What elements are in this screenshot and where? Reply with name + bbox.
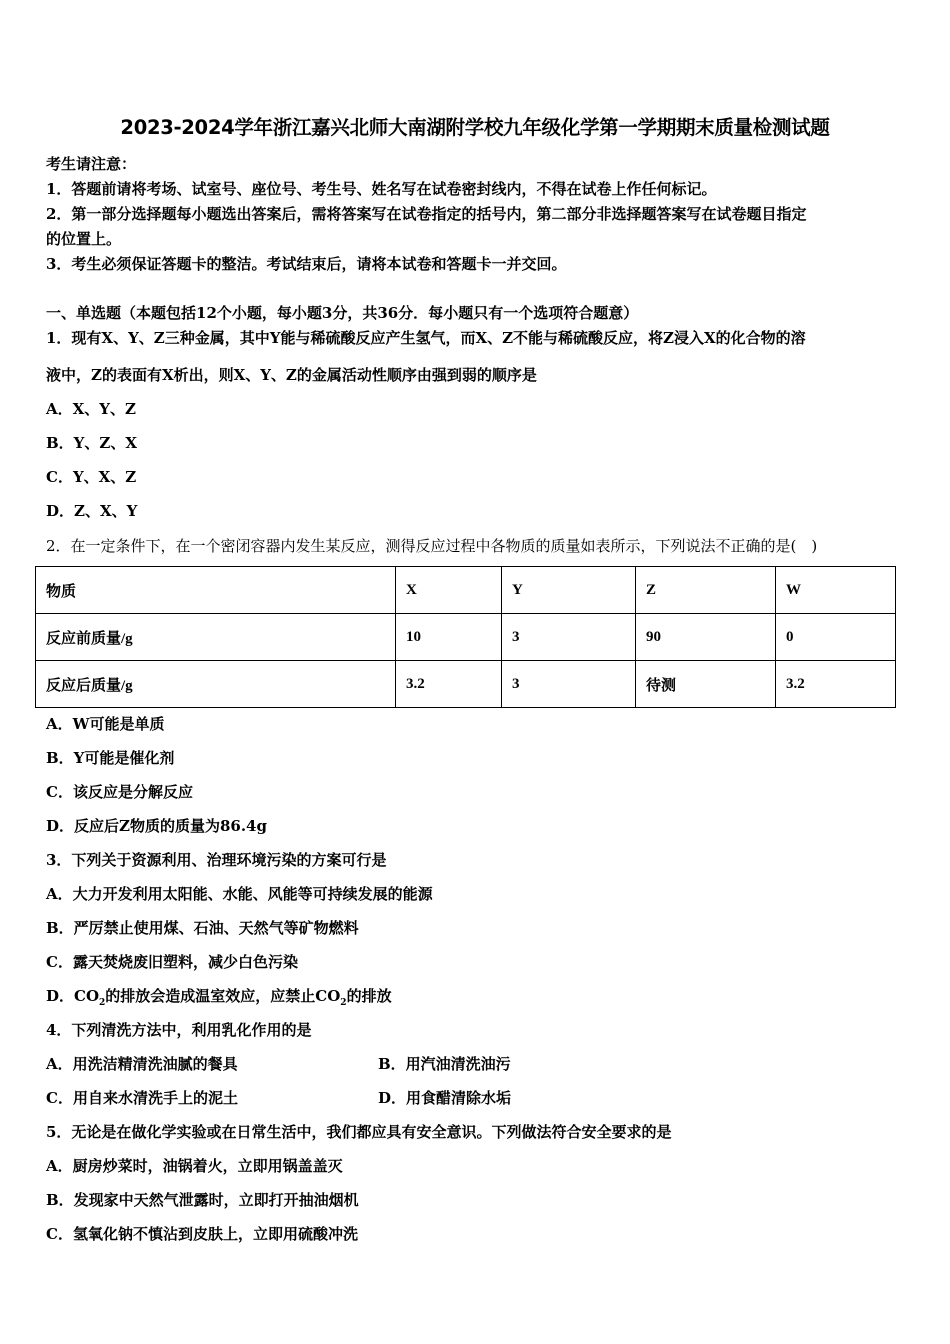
question-4-stem: 4．下列清洗方法中，利用乳化作用的是 (46, 1021, 312, 1039)
question-5-option-a: A．厨房炒菜时，油锅着火，立即用锅盖盖灭 (46, 1157, 343, 1175)
question-5-option-c: C．氢氧化钠不慎沾到皮肤上，立即用硫酸冲洗 (46, 1225, 358, 1243)
question-1-stem-cont: 液中，Z的表面有X析出，则X、Y、Z的金属活动性顺序由强到弱的顺序是 (46, 366, 537, 384)
table-cell: 90 (636, 614, 776, 661)
table-row (36, 614, 896, 661)
question-2-stem: 2．在一定条件下，在一个密闭容器内发生某反应，测得反应过程中各物质的质量如表所示，下列说法不正确的是( ) (46, 537, 818, 555)
section-heading: 一、单选题（本题包括12个小题，每小题3分，共36分．每小题只有一个选项符合题意） (46, 304, 639, 322)
question-1-option-c: C．Y、X、Z (46, 468, 137, 486)
table-cell: 反应后质量/g (36, 661, 396, 708)
table-header-cell: Y (502, 567, 636, 614)
question-1-option-d: D．Z、X、Y (46, 502, 138, 520)
mass-table (35, 566, 896, 708)
question-2-option-a: A．W可能是单质 (46, 715, 165, 733)
table-cell: 3 (502, 661, 636, 708)
table-header-cell: W (776, 567, 896, 614)
question-4-option-c: C．用自来水清洗手上的泥土 (46, 1089, 238, 1107)
table-row (36, 661, 896, 708)
page-title: 2023-2024学年浙江嘉兴北师大南湖附学校九年级化学第一学期期末质量检测试题 (120, 116, 830, 139)
question-1-option-a: A．X、Y、Z (46, 400, 136, 418)
question-4-option-b: B．用汽油清洗油污 (378, 1055, 511, 1073)
table-header-cell: Z (636, 567, 776, 614)
table-cell: 3.2 (776, 661, 896, 708)
question-4-option-d: D．用食醋清除水垢 (378, 1089, 512, 1107)
table-cell: 3.2 (396, 661, 502, 708)
notice-item: 2．第一部分选择题每小题选出答案后，需将答案写在试卷指定的括号内，第二部分非选择题答案写在试卷题目指定 (46, 205, 807, 223)
question-3-stem: 3．下列关于资源利用、治理环境污染的方案可行是 (46, 851, 387, 869)
table-cell: 待测 (636, 661, 776, 708)
notice-item: 3．考生必须保证答题卡的整洁。考试结束后，请将本试卷和答题卡一并交回。 (46, 255, 567, 273)
question-3-option-c: C．露天焚烧废旧塑料，减少白色污染 (46, 953, 298, 971)
question-5-option-b: B．发现家中天然气泄露时，立即打开抽油烟机 (46, 1191, 359, 1209)
table-row (36, 567, 896, 614)
question-3-option-d: D．$CO_2$的排放会造成温室效应，应禁止$CO_2$的排放 (46, 987, 392, 1008)
question-1-stem: 1．现有X、Y、Z三种金属，其中Y能与稀硫酸反应产生氢气，而X、Z不能与稀硫酸反应，将Z浸入X的化合物的溶 (46, 329, 806, 347)
table-cell: 10 (396, 614, 502, 661)
table-cell: 3 (502, 614, 636, 661)
question-2-option-b: B．Y可能是催化剂 (46, 749, 175, 767)
table-cell: 反应前质量/g (36, 614, 396, 661)
notice-heading: 考生请注意： (46, 155, 137, 173)
table-header-cell: 物质 (36, 567, 396, 614)
notice-item: 1．答题前请将考场、试室号、座位号、考生号、姓名写在试卷密封线内，不得在试卷上作任何标记。 (46, 180, 717, 198)
question-3-option-b: B．严厉禁止使用煤、石油、天然气等矿物燃料 (46, 919, 359, 937)
notice-item: 的位置上。 (46, 230, 122, 248)
table-header-cell: X (396, 567, 502, 614)
question-5-stem: 5．无论是在做化学实验或在日常生活中，我们都应具有安全意识。下列做法符合安全要求的是 (46, 1123, 672, 1141)
question-3-option-a: A．大力开发利用太阳能、水能、风能等可持续发展的能源 (46, 885, 433, 903)
question-4-option-a: A．用洗洁精清洗油腻的餐具 (46, 1055, 238, 1073)
table-cell: 0 (776, 614, 896, 661)
question-2-option-c: C．该反应是分解反应 (46, 783, 193, 801)
question-2-option-d: D．反应后Z物质的质量为86.4g (46, 817, 267, 835)
question-1-option-b: B．Y、Z、X (46, 434, 137, 452)
